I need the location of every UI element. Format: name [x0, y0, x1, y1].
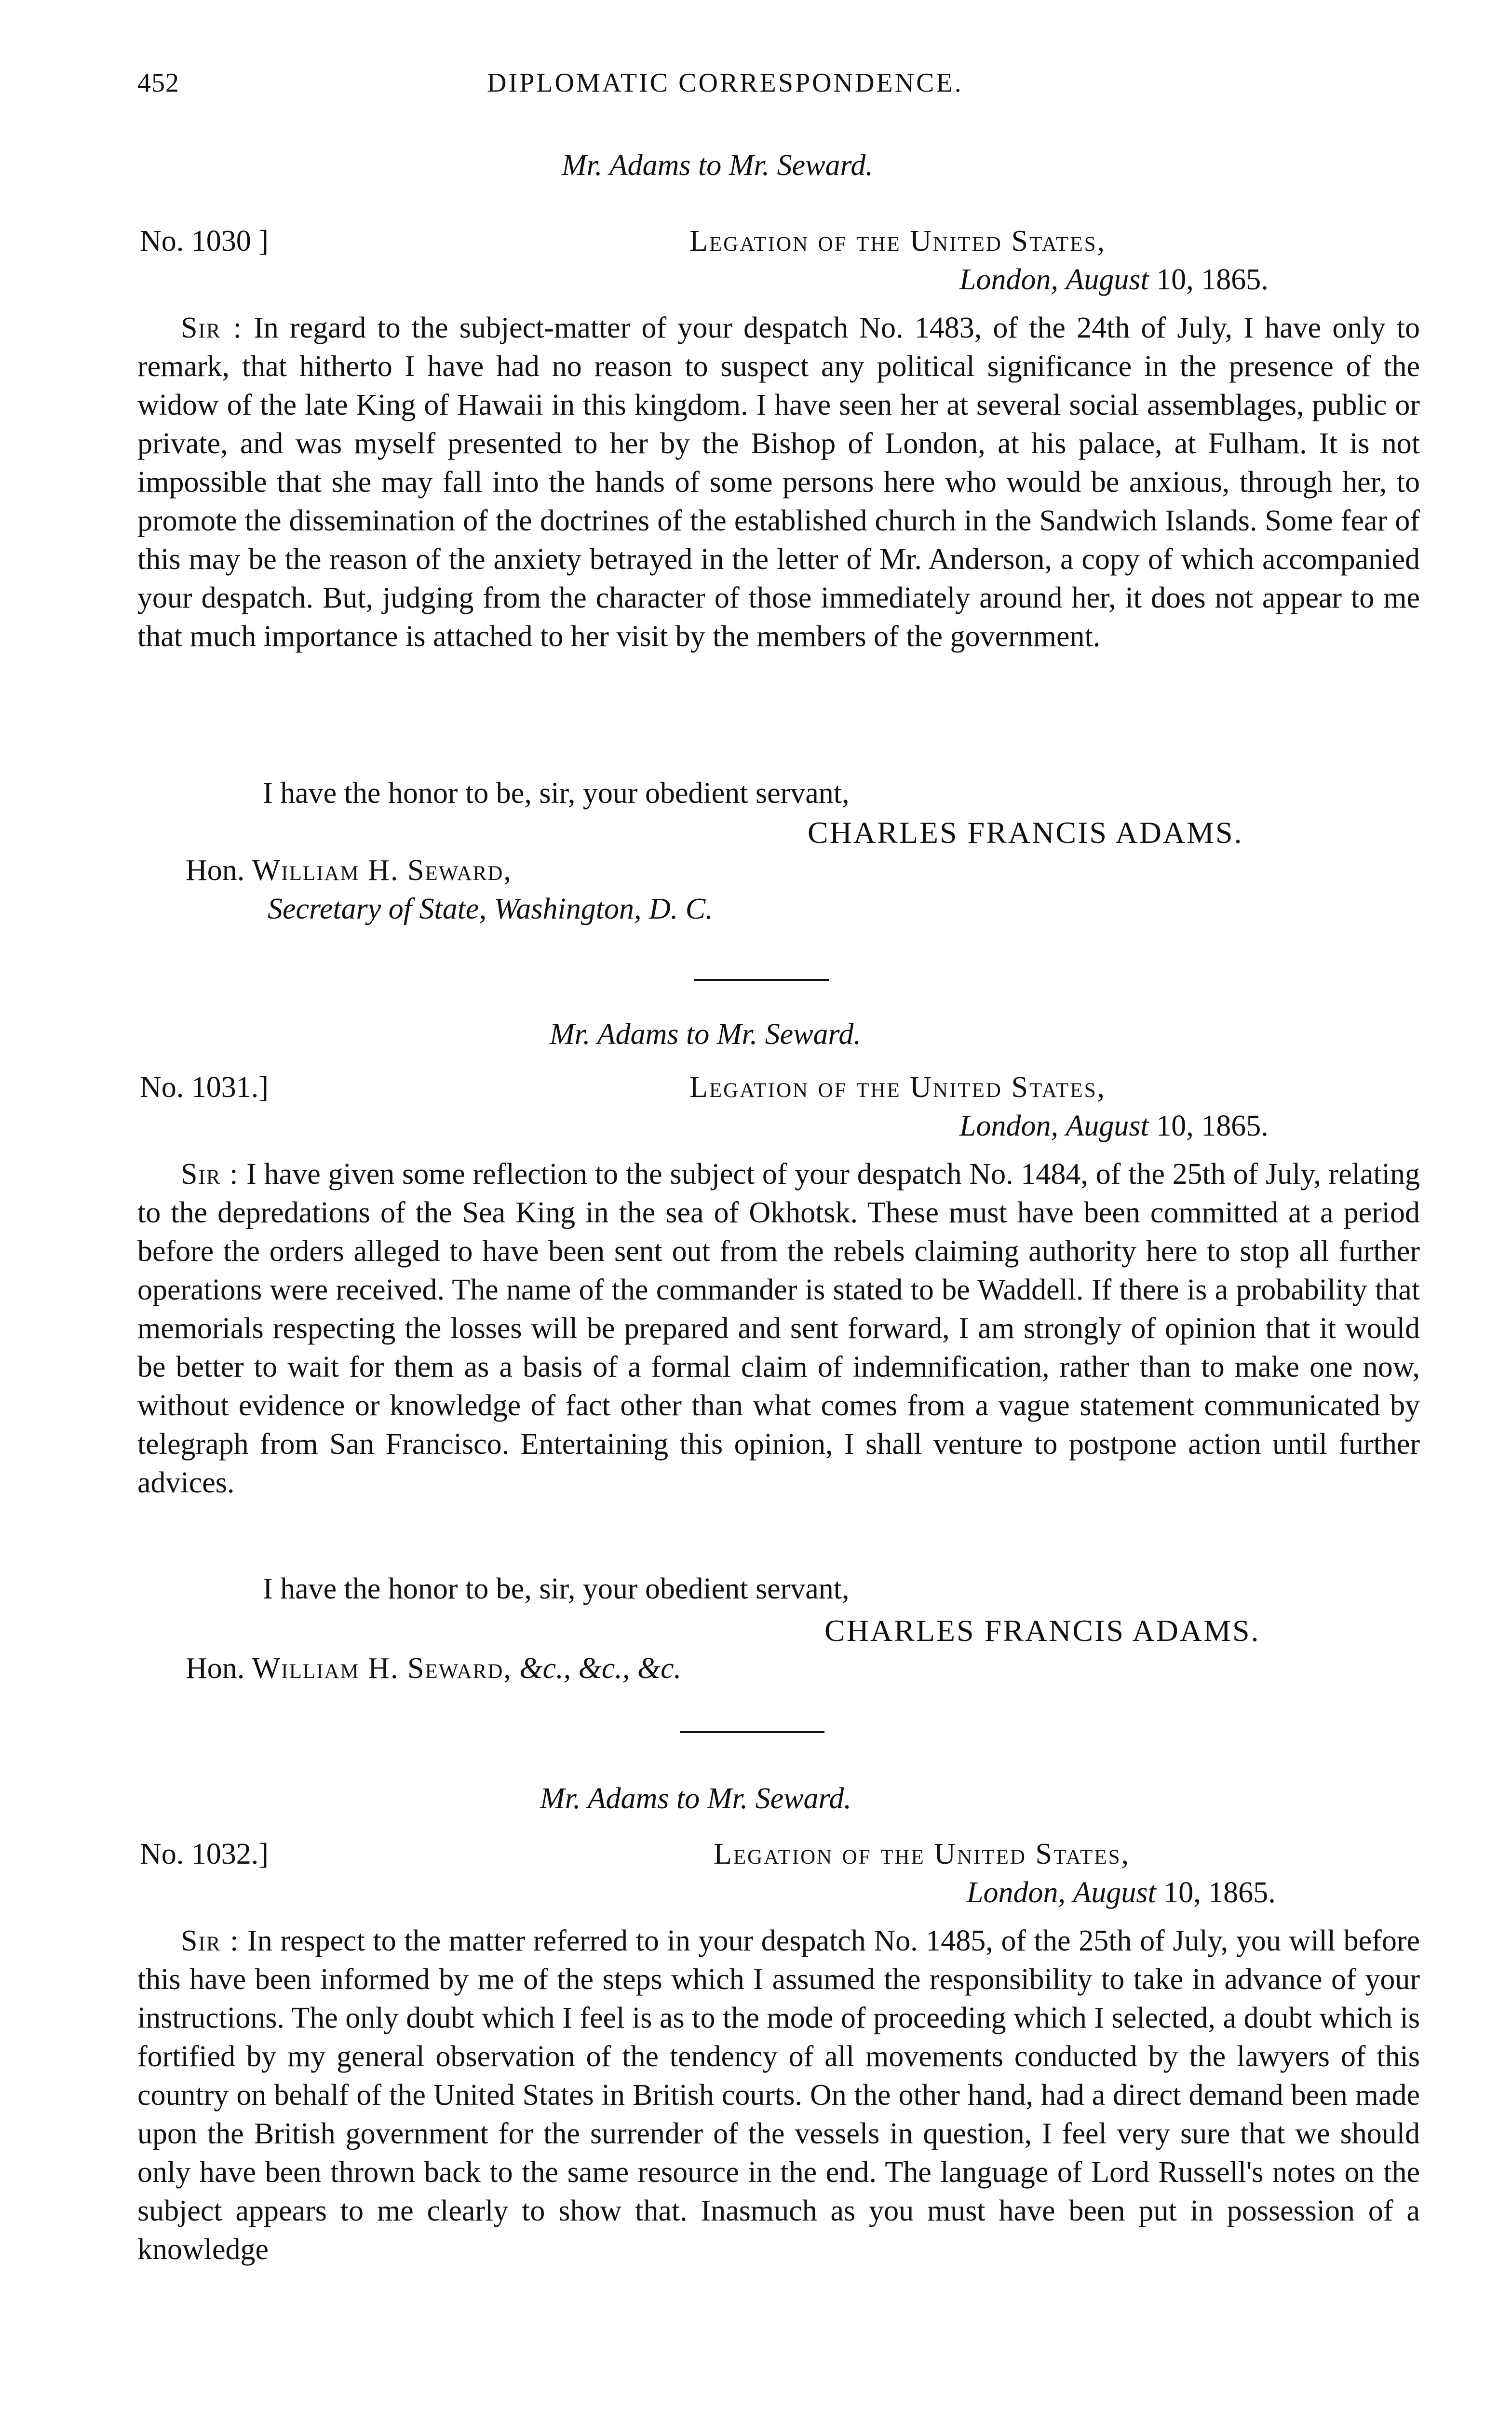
- letter-1-heading: Mr. Adams to Mr. Seward.: [562, 149, 873, 182]
- section-divider-1: [694, 979, 829, 981]
- letter-3-date: 10, 1865.: [1163, 1876, 1276, 1909]
- letter-1-addressee: [186, 853, 512, 888]
- page-number: 452: [137, 68, 179, 98]
- letter-3-salutation: Sir :: [181, 1924, 240, 1957]
- letter-2-signature: CHARLES FRANCIS ADAMS.: [824, 1613, 1260, 1648]
- letter-2-dateline: [959, 1109, 1269, 1143]
- letter-2-addressee-prefix: Hon.: [186, 1652, 245, 1685]
- letter-1-number: No. 1030 ]: [140, 225, 269, 257]
- letter-2-month: August: [1066, 1110, 1149, 1142]
- letter-3-place: London,: [967, 1876, 1066, 1909]
- letter-1-addressee-name: William H. Seward,: [252, 854, 512, 887]
- letter-3-month: August: [1073, 1876, 1156, 1909]
- letter-2-body-text: I have given some reflection to the subject of your despatch No. 1484, of the 25th of July, relating to the depredations of the Sea King in the sea of Okhotsk. These must have been committed at a period before the orders alleged to have been sent out from the rebels claiming authority here to stop all further operations were received. The name of the commander is stated to be Waddell. If there is a probability that memorials respecting the losses will be prepared and sent forward, I am strongly of opinion that it would be better to wait for them as a basis of a formal claim of indemnification, rather than to make one now, without evidence or knowledge of fact other than what comes from a vague statement communicated by telegraph from San Francisco. Entertaining this opinion, I shall venture to postpone action until further advices.: [137, 1158, 1420, 1499]
- letter-1-body-text: In regard to the subject-matter of your despatch No. 1483, of the 24th of July, I have only to remark, that hitherto I have had no reason to suspect any political significance in the presence of the widow of the late King of Hawaii in this kingdom. I have seen her at several social assemblages, public or private, and was myself presented to her by the Bishop of London, at his palace, at Fulham. It is not impossible that she may fall into the hands of some persons here who would be anxious, through her, to promote the dissemination of the doctrines of the established church in the Sandwich Islands. Some fear of this may be the reason of the anxiety betrayed in the letter of Mr. Anderson, a copy of which accompanied your despatch. But, judging from the character of those immediately around her, it does not appear to me that much importance is attached to her visit by the members of the government.: [137, 312, 1420, 653]
- letter-2-date: 10, 1865.: [1156, 1110, 1269, 1142]
- letter-1-date: 10, 1865.: [1156, 263, 1269, 296]
- letter-1-addressee-title: Secretary of State, Washington, D. C.: [268, 893, 713, 925]
- letter-1-month: August: [1066, 263, 1149, 296]
- section-divider-2: [680, 1731, 824, 1733]
- letter-2-addressee-name: William H. Seward,: [252, 1652, 512, 1685]
- letter-2-legation: Legation of the United States,: [689, 1071, 1106, 1104]
- letter-2-body: [137, 1155, 1420, 1502]
- letter-1-legation: Legation of the United States,: [689, 225, 1106, 257]
- letter-2-heading: Mr. Adams to Mr. Seward.: [550, 1018, 861, 1051]
- letter-1-closing: I have the honor to be, sir, your obedient servant,: [263, 777, 850, 810]
- letter-3-body: [137, 1922, 1420, 2269]
- letter-1-place: London,: [959, 263, 1058, 296]
- letter-2-addressee: [186, 1652, 681, 1686]
- letter-2-place: London,: [959, 1110, 1058, 1142]
- letter-3-number: No. 1032.]: [140, 1838, 269, 1870]
- letter-3-body-text: In respect to the matter referred to in your despatch No. 1485, of the 25th of July, you will before this have been informed by me of the steps which I assumed the responsibility to take in advance of your instructions. The only doubt which I feel is as to the mode of proceeding which I selected, a doubt which is fortified by my general observation of the tendency of all movements conducted by the lawyers of this country on behalf of the United States in British courts. On the other hand, had a direct demand been made upon the British government for the surrender of the vessels in question, I feel very sure that we should only have been thrown back to the same resource in the end. The language of Lord Russell's notes on the subject appears to me clearly to show that. Inasmuch as you must have been put in possession of a knowledge: [137, 1924, 1420, 2266]
- page-header-title: DIPLOMATIC CORRESPONDENCE.: [487, 68, 963, 98]
- letter-2-salutation: Sir :: [181, 1158, 239, 1191]
- letter-1-salutation: Sir :: [181, 312, 243, 344]
- letter-2-addressee-etc: &c., &c., &c.: [519, 1652, 682, 1685]
- letter-3-dateline: [967, 1876, 1276, 1910]
- letter-1-dateline: [959, 263, 1269, 297]
- letter-3-heading: Mr. Adams to Mr. Seward.: [540, 1782, 851, 1815]
- letter-2-number: No. 1031.]: [140, 1071, 269, 1104]
- letter-1-signature: CHARLES FRANCIS ADAMS.: [808, 815, 1243, 850]
- letter-2-closing: I have the honor to be, sir, your obedient servant,: [263, 1572, 850, 1605]
- letter-1-addressee-prefix: Hon.: [186, 854, 245, 887]
- letter-1-body: [137, 309, 1420, 656]
- letter-3-legation: Legation of the United States,: [714, 1838, 1130, 1870]
